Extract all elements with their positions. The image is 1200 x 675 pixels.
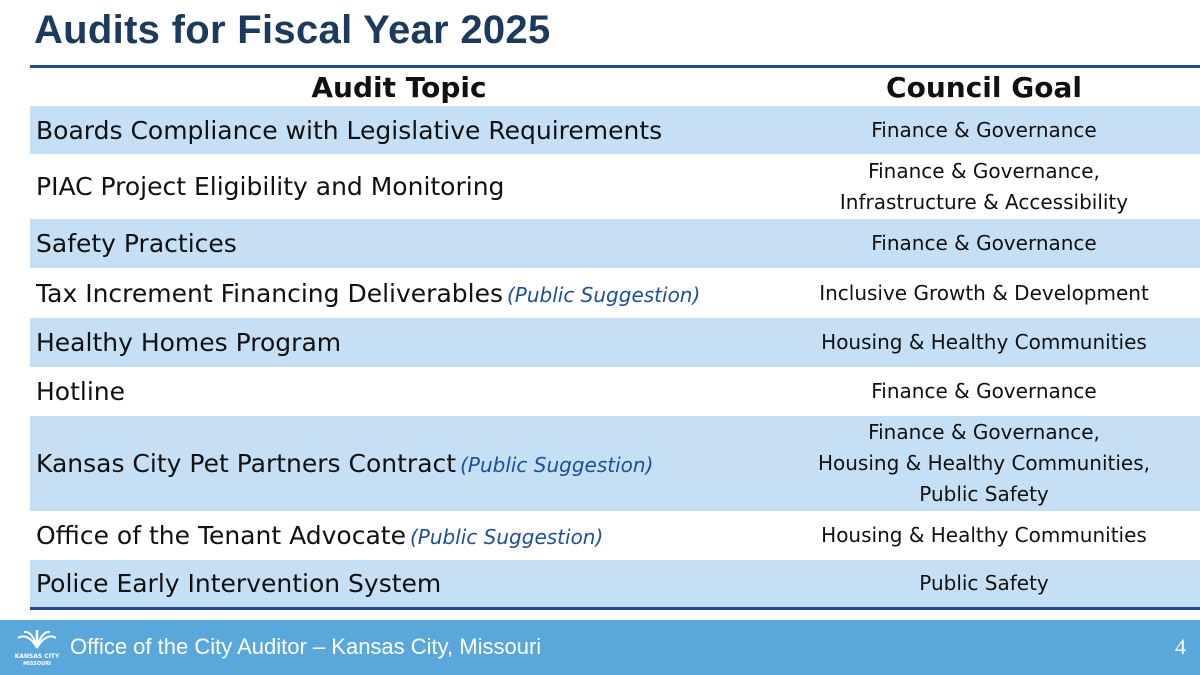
audit-topic-cell xyxy=(30,521,768,550)
goal-line: Housing & Healthy Communities, xyxy=(817,451,1151,475)
audit-topic-cell xyxy=(30,377,768,406)
logo-text-line-2: MISSOURI xyxy=(23,661,51,667)
audit-topic-text: Boards Compliance with Legislative Requirements xyxy=(36,115,663,145)
council-goal-cell xyxy=(768,115,1200,146)
table-row xyxy=(30,511,1200,560)
goal-line: Finance & Governance xyxy=(871,117,1097,142)
audit-topic-text: Kansas City Pet Partners Contract xyxy=(36,449,457,478)
audit-topic-text: Safety Practices xyxy=(36,229,237,258)
council-goal-cell xyxy=(768,376,1200,407)
table-row xyxy=(30,268,1200,318)
audit-topic-cell xyxy=(30,172,768,201)
goal-line: Finance & Governance, xyxy=(868,420,1100,444)
table-row xyxy=(30,154,1200,219)
audit-topic-cell xyxy=(30,449,768,478)
council-goal-cell xyxy=(768,520,1200,551)
header-council-goal: Council Goal xyxy=(886,70,1082,104)
council-goal-cell xyxy=(768,156,1200,218)
goal-line: Public Safety xyxy=(919,571,1049,595)
table-row xyxy=(30,367,1200,416)
audit-topic-cell xyxy=(30,279,768,308)
goal-line: Finance & Governance xyxy=(871,231,1097,255)
audit-topic-text: Healthy Homes Program xyxy=(36,328,342,357)
audit-topic-text: Police Early Intervention System xyxy=(36,569,442,598)
council-goal-cell xyxy=(768,417,1200,510)
footer-bar xyxy=(0,620,1200,675)
goal-line: Housing & Healthy Communities xyxy=(821,523,1147,547)
slide-title: Audits for Fiscal Year 2025 xyxy=(34,8,551,52)
audit-topic-text: Hotline xyxy=(36,377,126,406)
audit-topic-cell xyxy=(30,116,768,145)
council-goal-cell xyxy=(768,568,1200,599)
goal-line: Infrastructure & Accessibility xyxy=(839,189,1129,214)
table-row xyxy=(30,318,1200,367)
header-audit-topic: Audit Topic xyxy=(311,70,487,104)
public-suggestion-note: (Public Suggestion) xyxy=(409,525,604,549)
footer-office-name: Office of the City Auditor – Kansas City, Missouri xyxy=(70,634,542,659)
kansas-city-fountain-logo-icon xyxy=(14,626,60,670)
audit-table xyxy=(30,68,1200,607)
table-row xyxy=(30,219,1200,268)
council-goal-cell xyxy=(768,327,1200,358)
council-goal-cell xyxy=(768,278,1200,309)
audit-topic-text: PIAC Project Eligibility and Monitoring xyxy=(36,172,505,201)
goal-line: Public Safety xyxy=(919,482,1049,506)
goal-line: Finance & Governance, xyxy=(868,158,1100,183)
logo-text-line-1: KANSAS CITY xyxy=(14,653,60,660)
table-row xyxy=(30,560,1200,607)
public-suggestion-note: (Public Suggestion) xyxy=(460,453,654,477)
audit-topic-text: Office of the Tenant Advocate xyxy=(36,521,406,550)
audit-topic-cell xyxy=(30,569,768,598)
audit-topic-cell xyxy=(30,328,768,357)
public-suggestion-note: (Public Suggestion) xyxy=(506,282,701,307)
page-number: 4 xyxy=(1175,634,1186,659)
goal-line: Housing & Healthy Communities xyxy=(821,330,1147,354)
table-header-row xyxy=(30,68,1200,106)
goal-line: Inclusive Growth & Development xyxy=(819,280,1149,305)
audit-topic-text: Tax Increment Financing Deliverables xyxy=(36,278,503,308)
table-row xyxy=(30,106,1200,154)
table-row xyxy=(30,416,1200,511)
audit-topic-cell xyxy=(30,229,768,258)
goal-line: Finance & Governance xyxy=(871,379,1097,403)
table-bottom-rule xyxy=(30,607,1200,610)
council-goal-cell xyxy=(768,228,1200,259)
